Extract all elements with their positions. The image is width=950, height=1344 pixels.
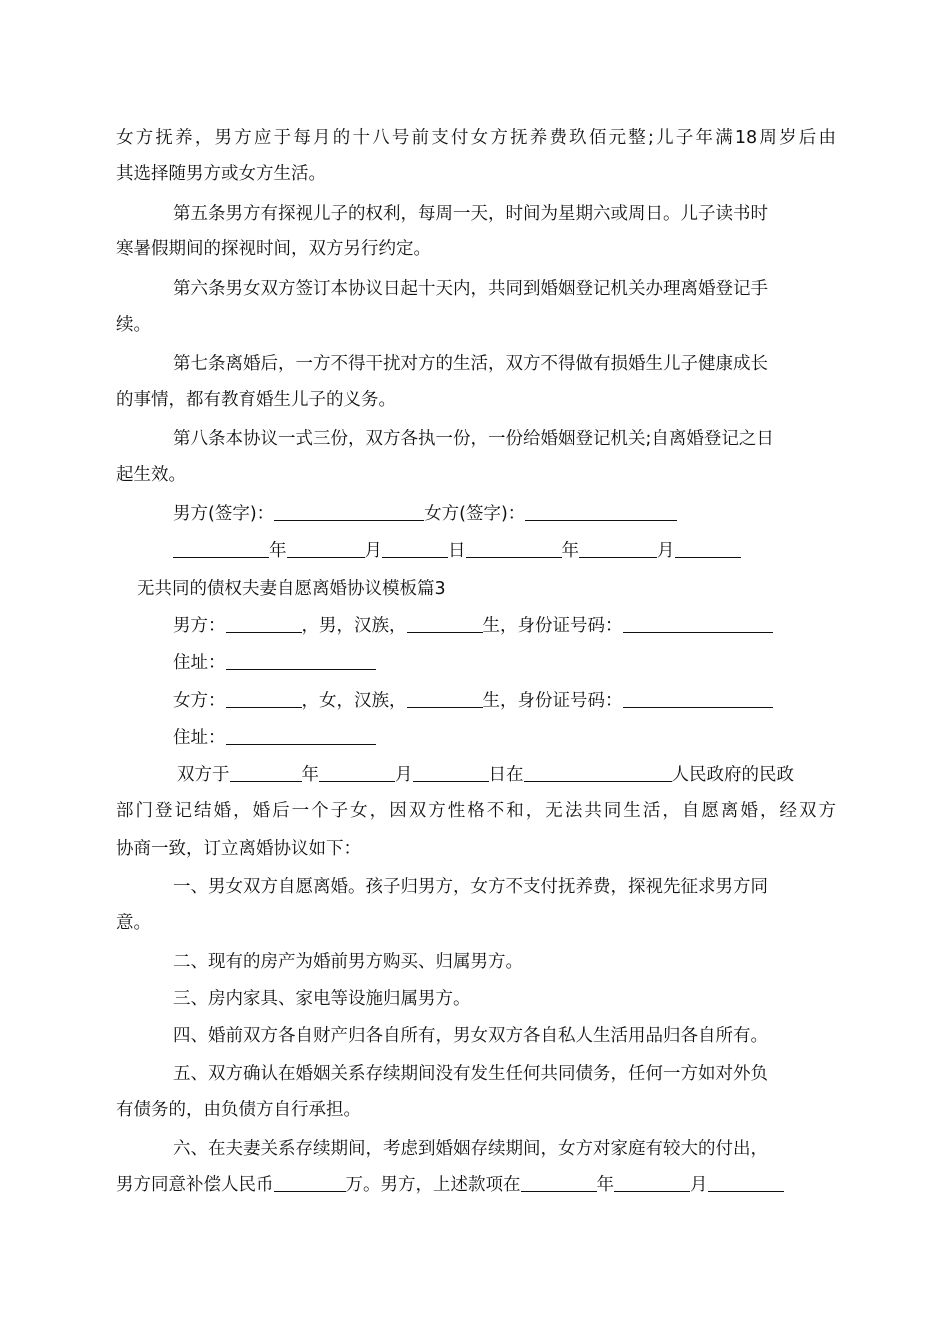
paragraph-line: 协商一致，订立离婚协议如下： — [116, 839, 361, 859]
month-blank — [579, 539, 657, 558]
signature-row — [173, 502, 677, 526]
marriage-month-blank — [319, 763, 395, 782]
paragraph-line: 起生效。 — [116, 465, 186, 485]
marriage-day-blank — [413, 763, 489, 782]
female-address-blank — [226, 726, 376, 745]
term-1-line: 一、男女双方自愿离婚。孩子归男方，女方不支付抚养费，探视先征求男方同 — [173, 877, 768, 897]
female-birth-blank — [407, 689, 483, 708]
male-signature-blank — [274, 502, 424, 521]
male-name-blank — [226, 614, 302, 633]
female-signature-label: 女方(签字)： — [424, 504, 526, 524]
paragraph-line: 的事情，都有教育婚生儿子的义务。 — [116, 390, 396, 410]
article-6-line: 第六条男女双方签订本协议日起十天内，共同到婚姻登记机关办理离婚登记手 — [173, 279, 768, 299]
day-label: 日 — [448, 541, 466, 561]
day-blank — [675, 539, 741, 558]
month-label: 月 — [657, 541, 675, 561]
paragraph-line: 意。 — [116, 913, 151, 933]
month-blank — [287, 539, 365, 558]
payment-year-blank — [521, 1173, 597, 1192]
female-signature-blank — [525, 502, 677, 521]
paragraph-line: 部门登记结婚，婚后一个子女，因双方性格不和，无法共同生活，自愿离婚，经双方 — [116, 801, 836, 821]
term-2-line: 二、现有的房产为婚前男方购买、归属男方。 — [173, 952, 523, 972]
paragraph-line: 女方抚养，男方应于每月的十八号前支付女方抚养费玖佰元整;儿子年满18周岁后由 — [116, 128, 836, 148]
year-blank — [173, 539, 269, 558]
year-blank — [466, 539, 562, 558]
paragraph-line: 续。 — [116, 315, 151, 335]
male-signature-label: 男方(签字)： — [173, 504, 275, 524]
male-id-blank — [623, 614, 773, 633]
term-6-line: 六、在夫妻关系存续期间，考虑到婚姻存续期间，女方对家庭有较大的付出， — [173, 1139, 768, 1159]
amount-blank — [274, 1173, 346, 1192]
paragraph-line: 其选择随男方或女方生活。 — [116, 164, 326, 184]
male-info-row: 男方： ，男，汉族， 生，身份证号码： — [173, 614, 773, 638]
female-info-row: 女方： ，女，汉族， 生，身份证号码： — [173, 689, 773, 713]
article-8-line: 第八条本协议一式三份，双方各执一份，一份给婚姻登记机关;自离婚登记之日 — [173, 429, 774, 449]
female-id-blank — [623, 689, 773, 708]
year-label: 年 — [269, 541, 287, 561]
paragraph-line: 有债务的，由负债方自行承担。 — [116, 1100, 361, 1120]
term-4-line: 四、婚前双方各自财产归各自所有，男女双方各自私人生活用品归各自所有。 — [173, 1026, 768, 1046]
payment-day-blank — [708, 1173, 784, 1192]
female-name-blank — [226, 689, 302, 708]
marriage-row: 双方于 年 月 日在 人民政府的民政 — [177, 765, 794, 785]
compensation-row: 男方同意补偿人民币 万。男方，上述款项在 年 月 — [116, 1173, 784, 1197]
month-label: 月 — [364, 541, 382, 561]
marriage-year-blank — [230, 763, 302, 782]
government-blank — [524, 763, 672, 782]
female-address-row: 住址： — [173, 726, 376, 750]
male-birth-blank — [407, 614, 483, 633]
paragraph-line: 寒暑假期间的探视时间，双方另行约定。 — [116, 239, 431, 259]
date-row — [173, 539, 741, 563]
male-address-blank — [226, 651, 376, 670]
term-3-line: 三、房内家具、家电等设施归属男方。 — [173, 989, 471, 1009]
article-5-line: 第五条男方有探视儿子的权利，每周一天，时间为星期六或周日。儿子读书时 — [173, 204, 768, 224]
term-5-line: 五、双方确认在婚姻关系存续期间没有发生任何共同债务，任何一方如对外负 — [173, 1064, 768, 1084]
payment-month-blank — [614, 1173, 690, 1192]
year-label: 年 — [561, 541, 579, 561]
day-blank — [382, 539, 448, 558]
male-address-row: 住址： — [173, 651, 376, 675]
section-title: 无共同的债权夫妻自愿离婚协议模板篇3 — [137, 579, 446, 599]
article-7-line: 第七条离婚后，一方不得干扰对方的生活，双方不得做有损婚生儿子健康成长 — [173, 354, 768, 374]
